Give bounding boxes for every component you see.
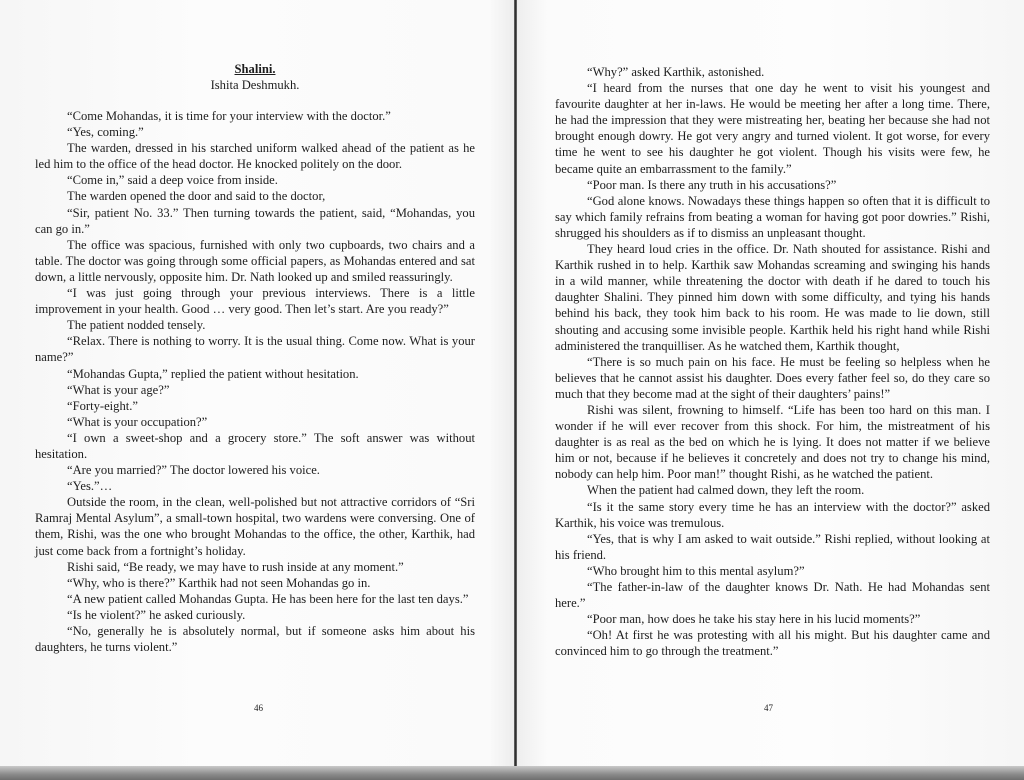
- paragraph: “Relax. There is nothing to worry. It is the usual thing. Come now. What is your name?”: [35, 334, 475, 365]
- paragraph: “What is your occupation?”: [67, 414, 208, 429]
- paragraph: When the patient had calmed down, they left the room.: [587, 483, 865, 498]
- page-number: 46: [254, 703, 263, 713]
- paragraph: The office was spacious, furnished with only two cupboards, two chairs and a table. The doctor was going through some official papers, as Mohandas entered and sat down, a little nervously, opposite him. Dr. Nath looked up and smiled reassuringly.: [35, 237, 475, 284]
- page-bottom-edge: [0, 766, 1024, 780]
- paragraph: “Are you married?” The doctor lowered his voice.: [67, 463, 320, 478]
- paragraph: “Poor man. Is there any truth in his accusations?”: [587, 177, 837, 192]
- paragraph: “A new patient called Mohandas Gupta. He has been here for the last ten days.”: [67, 591, 469, 606]
- paragraph: “God alone knows. Nowadays these things happen so often that it is difficult to say which family refrains from beating a woman for having got poor dowries.” Rishi, shrugged his shoulders as if to dismiss an unpleasant thought.: [555, 193, 990, 240]
- left-page: [0, 0, 515, 768]
- story-title: Shalini.: [234, 62, 276, 76]
- paragraph: “Yes.”…: [67, 479, 113, 494]
- paragraph: “Come in,” said a deep voice from inside.: [67, 173, 278, 188]
- paragraph: “Why?” asked Karthik, astonished.: [587, 65, 765, 79]
- story-heading: [35, 61, 475, 93]
- paragraph: Rishi was silent, frowning to himself. “Life has been too hard on this man. I wonder if he will ever recover from this shock. For him, the mistreatment of his daughter is as real as the bed on which he is lying. It does not matter if we believe him or not, because if he believes it concretely and does not try to change his mind, nobody can help him. Poor man!” thought Rishi, as he watched the patient.: [555, 402, 990, 482]
- paragraph: “Poor man, how does he take his stay here in his lucid moments?”: [587, 612, 921, 627]
- paragraph: The warden opened the door and said to the doctor,: [67, 189, 326, 204]
- paragraph: “Sir, patient No. 33.” Then turning towards the patient, said, “Mohandas, you can go in.”: [35, 205, 475, 236]
- paragraph: “Yes, coming.”: [67, 125, 144, 140]
- paragraph: Rishi said, “Be ready, we may have to rush inside at any moment.”: [67, 559, 404, 574]
- paragraph: The warden, dressed in his starched uniform walked ahead of the patient as he led him to the office of the head doctor. He knocked politely on the door.: [35, 141, 475, 172]
- paragraph: “I own a sweet-shop and a grocery store.” The soft answer was without hesitation.: [35, 430, 475, 461]
- paragraph: The patient nodded tensely.: [67, 318, 206, 333]
- paragraph: “Who brought him to this mental asylum?”: [587, 563, 805, 578]
- paragraph: They heard loud cries in the office. Dr. Nath shouted for assistance. Rishi and Karthik rushed in to help. Karthik saw Mohandas screaming and swinging his hands in a wild manner, while threatening the doctor with death if he dared to touch his daughter Shalini. They pinned him down with some difficulty, and tying his hands behind his back, they took him back to his room. He was made to lie down, still shouting and accusing some invisible people. Karthik held his right hand while Rishi administered the tranquilliser. As he watched them, Karthik thought,: [555, 242, 990, 353]
- paragraph: “I heard from the nurses that one day he went to visit his youngest and favourite daughter at her in-laws. He would be meeting her after a long time. There, he had the impression that they were mistreating her, beating her because she had not brought enough dowry. He got very angry and turned violent. It got worse, for every time he went to see his daughter he got violent. Though his visits were few, he became quite an embarrassment to the family.”: [555, 81, 990, 176]
- paragraph: “Mohandas Gupta,” replied the patient without hesitation.: [67, 366, 359, 381]
- paragraph: “Come Mohandas, it is time for your interview with the doctor.”: [67, 109, 391, 123]
- right-page-body: [555, 64, 990, 659]
- paragraph: “The father-in-law of the daughter knows Dr. Nath. He had Mohandas sent here.”: [555, 580, 990, 611]
- paragraph: “Is he violent?” he asked curiously.: [67, 607, 246, 622]
- page-number: 47: [764, 703, 773, 713]
- paragraph: “Oh! At first he was protesting with all his might. But his daughter came and convinced him to go through the treatment.”: [555, 628, 990, 659]
- paragraph: “There is so much pain on his face. He must be feeling so helpless when he believes that he cannot assist his daughter. Does every father feel so, do they care so much that they become mad at the sight of their daughters’ pains!”: [555, 354, 990, 401]
- left-page-body: [35, 108, 475, 655]
- paragraph: “Why, who is there?” Karthik had not seen Mohandas go in.: [67, 575, 371, 590]
- paragraph: Outside the room, in the clean, well-polished but not attractive corridors of “Sri Ramraj Mental Asylum”, a small-town hospital, two wardens were conversing. One of them, Rishi, was the one who brought Mohandas to the office, the other, Karthik, had just come back from a fortnight’s holiday.: [35, 495, 475, 558]
- paragraph: “No, generally he is absolutely normal, but if someone asks him about his daughters, he turns violent.”: [35, 624, 475, 655]
- paragraph: “Forty-eight.”: [67, 398, 138, 413]
- right-page: [517, 0, 1024, 768]
- paragraph: “What is your age?”: [67, 382, 170, 397]
- paragraph: “I was just going through your previous interviews. There is a little improvement in your health. Good … very good. Then let’s start. Are you ready?”: [35, 286, 475, 317]
- paragraph: “Yes, that is why I am asked to wait outside.” Rishi replied, without looking at his friend.: [555, 531, 990, 562]
- story-author: Ishita Deshmukh.: [210, 78, 300, 92]
- paragraph: “Is it the same story every time he has an interview with the doctor?” asked Karthik, his voice was tremulous.: [555, 499, 990, 530]
